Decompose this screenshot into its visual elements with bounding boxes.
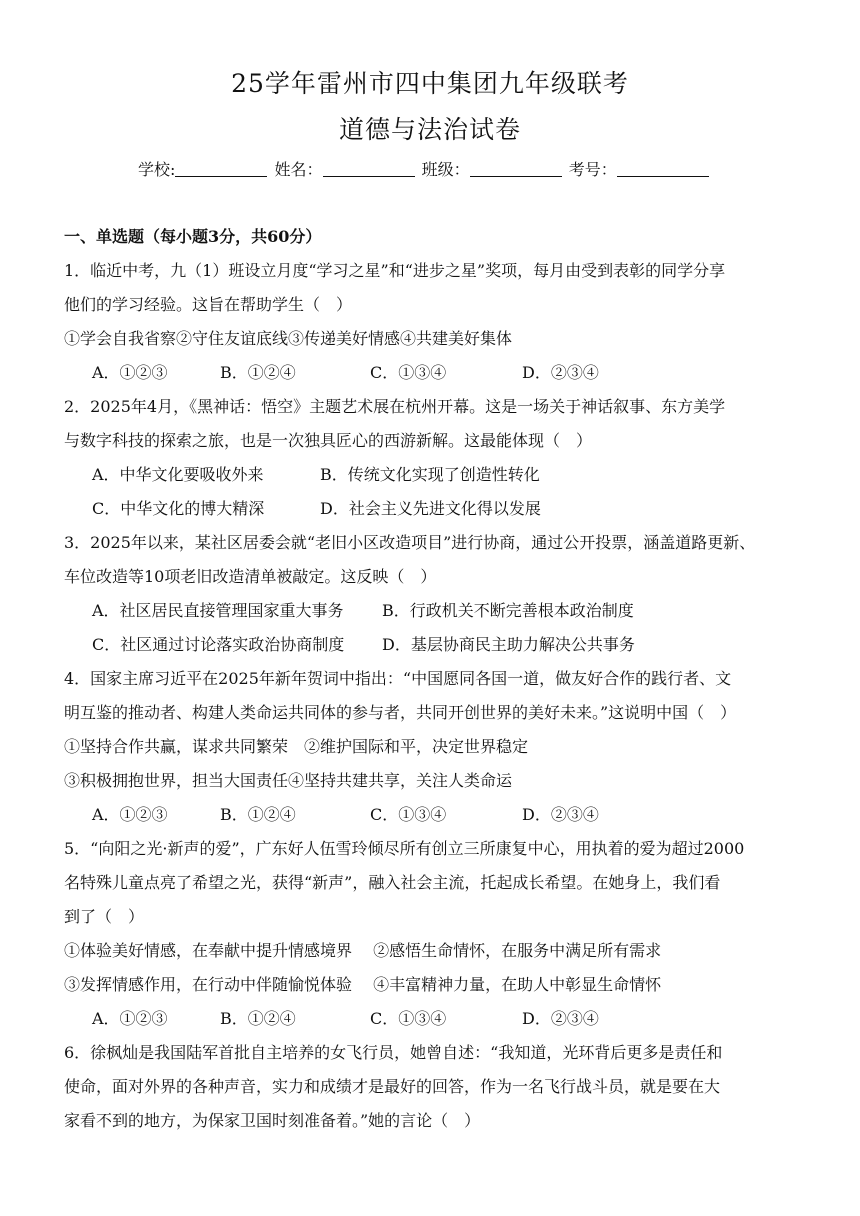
answer-option: B．①②④ — [220, 1009, 296, 1028]
answer-option: C．①③④ — [370, 363, 447, 382]
answer-option: B．传统文化实现了创造性转化 — [320, 465, 540, 484]
answer-option: A．①②③ — [92, 1009, 168, 1028]
answer-option: C．①③④ — [370, 1009, 447, 1028]
exam-number-label: 考号： — [568, 160, 617, 179]
answer-option: C．①③④ — [370, 805, 447, 824]
question-text-line: 与数字科技的探索之旅，也是一次独具匠心的西游新解。这最能体现（ ） — [64, 431, 593, 450]
question-text-line: 他们的学习经验。这旨在帮助学生（ ） — [64, 295, 353, 314]
question-text-line: 家看不到的地方，为保家卫国时刻准备着。”她的言论（ ） — [64, 1111, 481, 1130]
class-blank[interactable] — [470, 162, 562, 177]
answer-option: A．①②③ — [92, 805, 168, 824]
class-label: 班级： — [421, 160, 470, 179]
name-label: 姓名： — [274, 160, 323, 179]
question-text-line: ③发挥情感作用，在行动中伴随愉悦体验 ④丰富精神力量，在助人中彰显生命情怀 — [64, 975, 662, 994]
answer-option: A．社区居民直接管理国家重大事务 — [92, 601, 344, 620]
answer-option: D．②③④ — [522, 1009, 599, 1028]
question-text-line: 明互鉴的推动者、构建人类命运共同体的参与者，共同开创世界的美好未来。”这说明中国（ ） — [64, 703, 737, 722]
answer-option: A．中华文化要吸收外来 — [92, 465, 264, 484]
question-text-line: 1．临近中考，九（1）班设立月度“学习之星”和“进步之星”奖项，每月由受到表彰的同学分享 — [64, 261, 726, 280]
school-label: 学校: — [138, 160, 176, 179]
answer-option: D．②③④ — [522, 363, 599, 382]
question-text-line: ①体验美好情感，在奉献中提升情感境界 ②感悟生命情怀，在服务中满足所有需求 — [64, 941, 662, 960]
exam-subject: 道德与法治试卷 — [338, 115, 521, 144]
answer-option: B．行政机关不断完善根本政治制度 — [382, 601, 634, 620]
question-text-line: 车位改造等10项老旧改造清单被敲定。这反映（ ） — [64, 567, 437, 586]
answer-option: D．社会主义先进文化得以发展 — [320, 499, 541, 518]
question-text-line: 名特殊儿童点亮了希望之光，获得“新声”，融入社会主流，托起成长希望。在她身上，我们看 — [64, 873, 721, 892]
question-text-line: ③积极拥抱世界，担当大国责任④坚持共建共享，关注人类命运 — [64, 771, 513, 790]
question-text-line: 6．徐枫灿是我国陆军首批自主培养的女飞行员，她曾自述：“我知道，光环背后更多是责任和 — [64, 1043, 723, 1062]
answer-option: B．①②④ — [220, 805, 296, 824]
answer-option: D．基层协商民主助力解决公共事务 — [382, 635, 635, 654]
answer-option: C．社区通过讨论落实政治协商制度 — [92, 635, 345, 654]
student-info-row — [138, 157, 711, 180]
question-text-line: ①坚持合作共赢，谋求共同繁荣 ②维护国际和平，决定世界稳定 — [64, 737, 529, 756]
answer-option: C．中华文化的博大精深 — [92, 499, 265, 518]
question-text-line: 4．国家主席习近平在2025年新年贺词中指出：“中国愿同各国一道，做友好合作的践行者、文 — [64, 669, 732, 688]
question-text-line: 使命，面对外界的各种声音，实力和成绩才是最好的回答，作为一名飞行战斗员，就是要在大 — [64, 1077, 721, 1096]
school-blank[interactable] — [175, 162, 267, 177]
answer-option: D．②③④ — [522, 805, 599, 824]
name-blank[interactable] — [323, 162, 415, 177]
exam-title: 25学年雷州市四中集团九年级联考 — [231, 69, 629, 98]
question-text-line: 5．“向阳之光·新声的爱”，广东好人伍雪玲倾尽所有创立三所康复中心，用执着的爱为超过2000 — [64, 839, 745, 858]
question-text-line: ①学会自我省察②守住友谊底线③传递美好情感④共建美好集体 — [64, 329, 513, 348]
section-heading: 一、单选题（每小题3分，共60分） — [64, 227, 322, 246]
answer-option: B．①②④ — [220, 363, 296, 382]
exam-number-blank[interactable] — [617, 162, 709, 177]
question-text-line: 到了（ ） — [64, 907, 145, 926]
question-text-line: 2．2025年4月，《黑神话：悟空》主题艺术展在杭州开幕。这是一场关于神话叙事、东方美学 — [64, 397, 726, 416]
question-text-line: 3．2025年以来，某社区居委会就“老旧小区改造项目”进行协商，通过公开投票，涵盖道路更新、 — [64, 533, 756, 552]
answer-option: A．①②③ — [92, 363, 168, 382]
